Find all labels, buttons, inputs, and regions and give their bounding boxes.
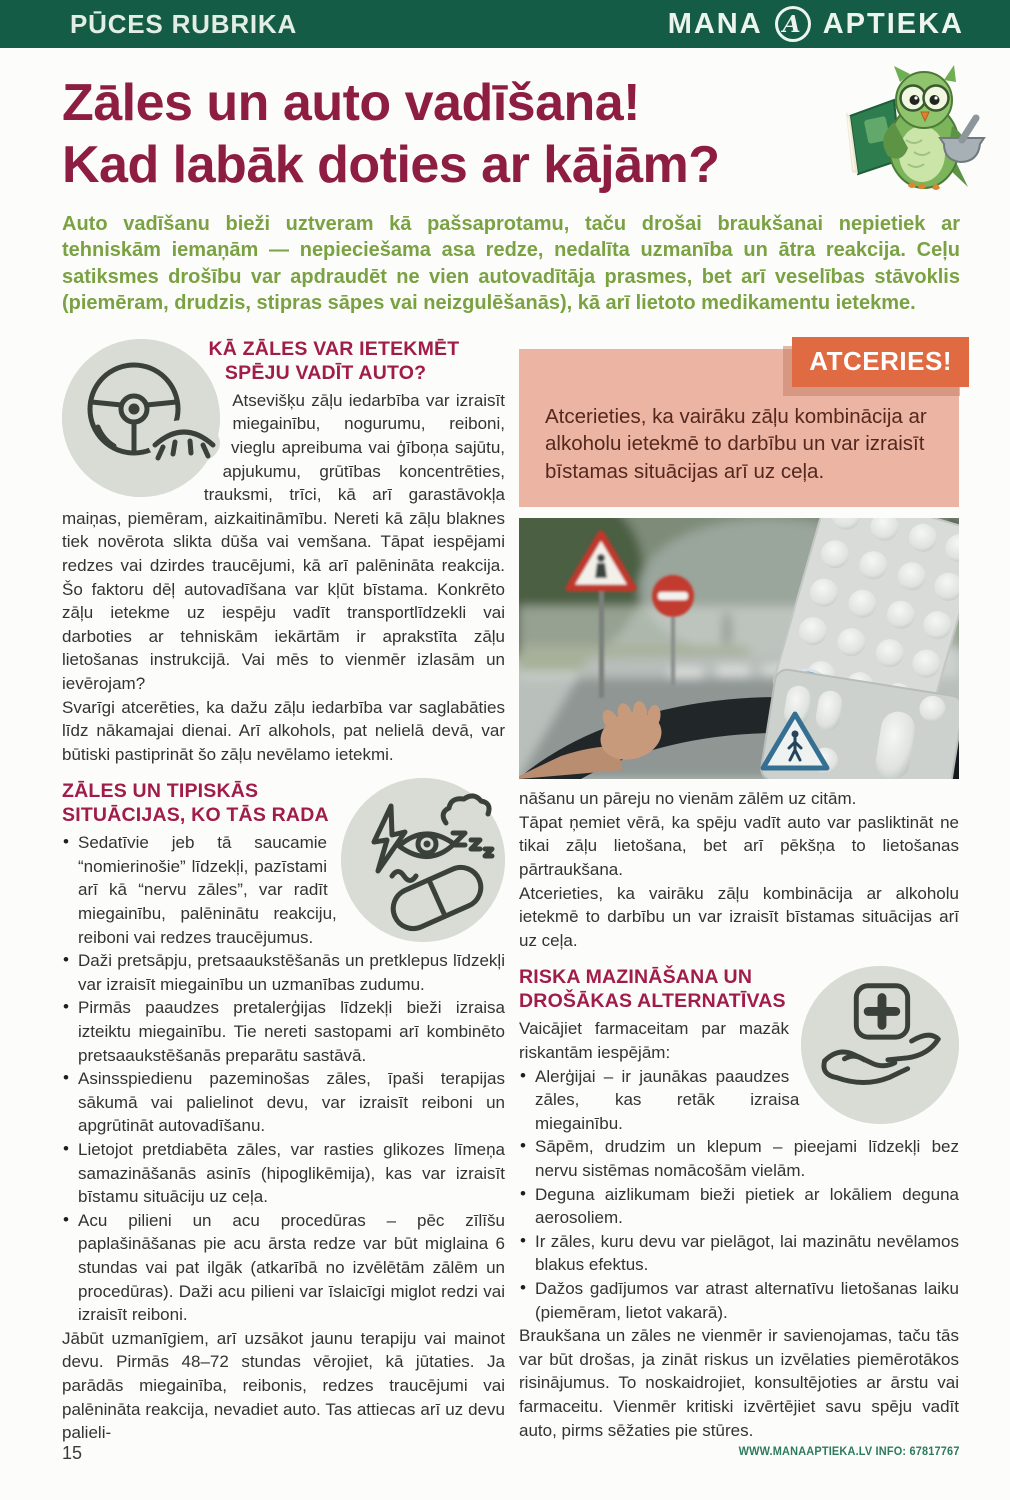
section1-title-line1: KĀ ZĀLES VAR IETEKMĒT: [208, 337, 460, 360]
page-title: [62, 72, 948, 197]
list-item: • Asinsspiedienu pazeminošas zāles, īpaši terapijas sākumā vai palielinot devu, var izraisīt reiboni un apgrūtināt autovadīšanu.: [62, 1067, 505, 1138]
section2-title-line2: SITUĀCIJAS, KO TĀS RADA: [62, 804, 329, 827]
reminder-badge: ATCERIES!: [792, 337, 969, 387]
list-item: • Alerģijai – ir jaunākas paaudzes zāles, kas retāk izraisa miegainību.: [519, 1065, 959, 1136]
section2-title-line1: ZĀLES UN TIPISKĀS: [62, 780, 259, 803]
reminder-text: Atcerieties, ka vairāku zāļu kombinācija ar alkoholu ietekmē to darbību un var izraisīt bīstamas situācijas arī uz ceļa.: [545, 404, 927, 483]
circle-a-monogram-icon: [775, 6, 811, 42]
footer-website: WWW.MANAAPTIEKA.LV INFO: 67817767: [739, 1446, 960, 1458]
brand-word-aptieka: APTIEKA: [822, 7, 964, 40]
rightcol-paragraph-2: Tāpat ņemiet vērā, ka spēju vadīt auto var pasliktināt ne tikai zāļu lietošana, bet arī pēkšņa to lietošanas pārtraukšana.: [519, 812, 959, 880]
list-item: • Lietojot pretdiabēta zāles, var rasties glikozes līmeņa samazināšanās asinīs (hipoglikēmija), kas var izraisīt bīstamu situāciju uz ceļa.: [62, 1138, 505, 1209]
brand-monogram-letter: A: [782, 10, 803, 38]
intro-paragraph: Auto vadīšanu bieži uztveram kā pašsaprotamu, taču drošai braukšanai nepietiek ar tehniskām iemaņām — nepieciešama asa redze, nedalīta uzmanība un ātra reakcija. Ceļu satiksmes drošību var apdraudēt ne vien autovadītāja prasmes, bet arī veselības stāvoklis (piemēram, drudzis, stipras sāpes vai neizgulēšanās), kā arī lietoto medikamentu ietekme.: [62, 212, 960, 315]
masthead: [0, 48, 1010, 201]
left-column: [62, 337, 505, 1445]
page-title-line2: Kad labāk doties ar kājām?: [62, 136, 720, 195]
section1-paragraph-2: Svarīgi atcerēties, ka dažu zāļu iedarbība var saglabāties līdz nākamajai dienai. Arī alkohols, pat nelielā devā, var būtiski pastiprināt šo zāļu nevēlamo ietekmi.: [62, 697, 505, 764]
section3-lead: Vaicājiet farmaceitam par mazāk riskantām iespējām:: [519, 1019, 789, 1063]
list-item: • Pirmās paaudzes pretalerģijas līdzekļi bieži izraisa izteiktu miegainību. Tie nereti sastopami arī kombinēto pretsaaukstēšanās preparātu sastāvā.: [62, 996, 505, 1067]
owl-pharmacist-icon: [836, 60, 988, 196]
list-item: • Sāpēm, drudzim un klepum – pieejami līdzekļi bez nervu sistēmas nomācošām vielām.: [519, 1135, 959, 1182]
article-photo: [519, 518, 959, 779]
rubric-title: PŪCES RUBRIKA: [70, 8, 298, 39]
page-header: [0, 0, 1010, 48]
list-item: • Ir zāles, kuru devu var pielāgot, lai mazinātu nevēlamos blakus efektus.: [519, 1230, 959, 1277]
list-item: • Daži pretsāpju, pretsaaukstēšanās un pretklepus līdzekļi var izraisīt miegainību un uzmanības zudumu.: [62, 949, 505, 996]
list-item: • Sedatīvie jeb tā saucamie “nomierinošie” līdzekļi, pazīstami arī kā “nervu zāles”, var radīt miegainību, palēninātu reakciju, reiboni vai redzes traucējumus.: [62, 831, 505, 949]
article-columns: [0, 317, 1010, 1445]
brand-logo: [668, 6, 964, 42]
section3-title-line1: RISKA MAZINĀŠANA UN: [519, 966, 753, 989]
list-item: • Dažos gadījumos var atrast alternatīvu lietošanas laiku (piemēram, lietot vakarā).: [519, 1277, 959, 1324]
rightcol-paragraph-1: nāšanu un pāreju no vienām zālēm uz citām.: [519, 789, 857, 809]
steering-wheel-sleepy-eye-icon: [62, 339, 220, 497]
section2-bullet-list: [62, 831, 505, 1326]
rightcol-paragraph-3: Atcerieties, ka vairāku zāļu kombinācija ar alkoholu ietekmē to darbību un var izraisīt bīstamas situācijas arī uz ceļa.: [519, 883, 959, 950]
section3-bullet-list: [519, 1065, 959, 1325]
page-title-line1: Zāles un auto vadīšana!: [62, 74, 640, 132]
right-column: [519, 337, 959, 1442]
section3-closing-paragraph: Braukšana un zāles ne vienmēr ir savienojamas, taču tās var būt drošas, ja zināt riskus un izvēlaties piemērotākos risinājumus. To noskaidrojiet, konsultējoties ar ārstu vai farmaceitu. Vienmēr kritiski izvērtējiet savu spēju vadīt auto, pirms sēžaties pie stūres.: [519, 1326, 959, 1440]
section3-title-line2: DROŠĀKAS ALTERNATĪVAS: [519, 990, 786, 1013]
list-item: • Acu pilieni un acu procedūras – pēc zīlīšu paplašināšanas pie acu ārsta redze var būt miglaina 6 stundas vai pat ilgāk (atkarībā no izvēlētām zālēm un procedūras). Daži acu pilieni var īslaicīgi miglot redzi vai izraisīt reiboni.: [62, 1209, 505, 1327]
section1-paragraph-1: Atsevišķu zāļu iedarbība var izraisīt miegainību, nogurumu, reiboni, vieglu apreibuma vai ģīboņa sajūtu, apjukumu, grūtības koncentrēties, trauksmi, trīci, kā arī garastāvokļa maiņas, piemēram, aizkaitināmību. Nereti kā zāļu blaknes tiek novērota slikta dūša vai vemšana. Tāpat iespējami redzes vai dzirdes traucējumi, kā arī palēnināta reakcija. Šo faktoru dēļ autovadīšana var kļūt bīstama. Konkrēto zāļu ietekme uz iespēju vadīt transportlīdzekli vai darboties ar tehniskām iekārtām ir aprakstīta zāļu lietošanas instrukcijā. Vai mēs to vienmēr izlasām un ievērojam?: [62, 390, 505, 693]
section2-closing-paragraph: Jābūt uzmanīgiem, arī uzsākot jaunu terapiju vai mainot devu. Pirmās 48–72 stundas vērojiet, kā jūtaties. Ja parādās miegainība, reibonis, redzes traucējumi vai palēnināta reakcija, nevadiet auto. Tas attiecas arī uz devu palieli-: [62, 1328, 505, 1443]
list-item: • Deguna aizlikumam bieži pietiek ar lokāliem deguna aerosoliem.: [519, 1183, 959, 1230]
brand-word-mana: MANA: [667, 7, 763, 40]
reminder-box: [519, 345, 959, 508]
section1-title-line2: SPĒJU VADĪT AUTO?: [224, 361, 427, 384]
page-number: 15: [62, 1443, 83, 1463]
